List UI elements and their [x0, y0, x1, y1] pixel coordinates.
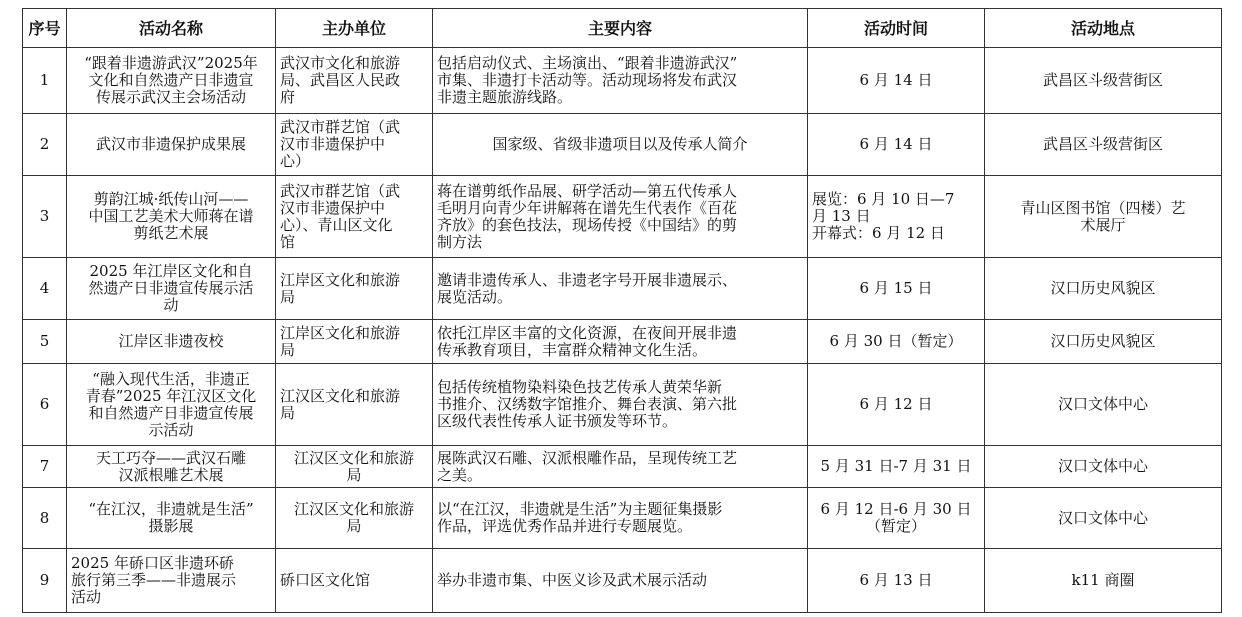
table-row [23, 446, 1222, 488]
table-row [23, 176, 1222, 258]
cell-activity-time: 5 月 31 日-7 月 31 日 [808, 446, 985, 488]
cell-number: 4 [23, 258, 67, 320]
cell-activity-place: 汉口文体中心 [985, 488, 1222, 549]
cell-activity-place: 武昌区斗级营街区 [985, 48, 1222, 114]
cell-activity-time: 展览：6 月 10 日—7 月 13 日 开幕式：6 月 12 日 [808, 176, 985, 258]
cell-organizer: 硚口区文化馆 [276, 549, 433, 613]
cell-organizer: 江岸区文化和旅游 局 [276, 258, 433, 320]
table-row [23, 488, 1222, 549]
activity-table-container [22, 8, 1222, 613]
cell-activity-name: “在江汉，非遗就是生活” 摄影展 [67, 488, 276, 549]
table-row [23, 320, 1222, 364]
cell-main-content: 以“在江汉，非遗就是生活”为主题征集摄影 作品，评选优秀作品并进行专题展览。 [433, 488, 808, 549]
cell-organizer: 江汉区文化和旅游 局 [276, 446, 433, 488]
cell-main-content: 依托江岸区丰富的文化资源，在夜间开展非遗 传承教育项目，丰富群众精神文化生活。 [433, 320, 808, 364]
cell-number: 3 [23, 176, 67, 258]
header-activity-time: 活动时间 [808, 9, 985, 48]
cell-activity-time: 6 月 12 日-6 月 30 日 （暂定） [808, 488, 985, 549]
header-number: 序号 [23, 9, 67, 48]
cell-activity-time: 6 月 15 日 [808, 258, 985, 320]
cell-activity-place: 汉口文体中心 [985, 364, 1222, 446]
cell-organizer: 武汉市群艺馆（武 汉市非遗保护中 心） [276, 114, 433, 176]
cell-number: 9 [23, 549, 67, 613]
cell-activity-time: 6 月 30 日（暂定） [808, 320, 985, 364]
cell-number: 6 [23, 364, 67, 446]
header-activity-place: 活动地点 [985, 9, 1222, 48]
cell-activity-time: 6 月 14 日 [808, 48, 985, 114]
cell-activity-name: 天工巧夺——武汉石雕 汉派根雕艺术展 [67, 446, 276, 488]
cell-number: 8 [23, 488, 67, 549]
activity-table [22, 8, 1222, 613]
cell-main-content: 国家级、省级非遗项目以及传承人简介 [433, 114, 808, 176]
cell-activity-name: 剪韵江城·纸传山河—— 中国工艺美术大师蒋在谱 剪纸艺术展 [67, 176, 276, 258]
cell-activity-name: 武汉市非遗保护成果展 [67, 114, 276, 176]
cell-activity-place: 武昌区斗级营街区 [985, 114, 1222, 176]
cell-activity-name: “融入现代生活，非遗正 青春”2025 年江汉区文化 和自然遗产日非遗宣传展 示活动 [67, 364, 276, 446]
cell-number: 7 [23, 446, 67, 488]
table-row [23, 48, 1222, 114]
cell-activity-place: 汉口历史风貌区 [985, 258, 1222, 320]
cell-number: 2 [23, 114, 67, 176]
cell-activity-name: “跟着非遗游武汉”2025年 文化和自然遗产日非遗宣 传展示武汉主会场活动 [67, 48, 276, 114]
cell-main-content: 邀请非遗传承人、非遗老字号开展非遗展示、 展览活动。 [433, 258, 808, 320]
cell-activity-time: 6 月 13 日 [808, 549, 985, 613]
table-row [23, 549, 1222, 613]
header-main-content: 主要内容 [433, 9, 808, 48]
cell-organizer: 江汉区文化和旅游 局 [276, 488, 433, 549]
cell-main-content: 包括传统植物染料染色技艺传承人黄荣华新 书推介、汉绣数字馆推介、舞台表演、第六批 区级代表性传承人证书颁发等环节。 [433, 364, 808, 446]
cell-activity-place: k11 商圈 [985, 549, 1222, 613]
cell-main-content: 蒋在谱剪纸作品展、研学活动—第五代传承人 毛明月向青少年讲解蒋在谱先生代表作《百花 齐放》的套色技法，现场传授《中国结》的剪 制方法 [433, 176, 808, 258]
cell-activity-place: 汉口历史风貌区 [985, 320, 1222, 364]
cell-organizer: 江汉区文化和旅游 局 [276, 364, 433, 446]
table-row [23, 114, 1222, 176]
cell-organizer: 武汉市文化和旅游 局、武昌区人民政 府 [276, 48, 433, 114]
cell-main-content: 展陈武汉石雕、汉派根雕作品，呈现传统工艺 之美。 [433, 446, 808, 488]
cell-number: 1 [23, 48, 67, 114]
cell-activity-name: 江岸区非遗夜校 [67, 320, 276, 364]
cell-activity-name: 2025 年硚口区非遗环硚 旅行第三季——非遗展示 活动 [67, 549, 276, 613]
cell-activity-time: 6 月 14 日 [808, 114, 985, 176]
cell-number: 5 [23, 320, 67, 364]
cell-organizer: 江岸区文化和旅游 局 [276, 320, 433, 364]
header-organizer: 主办单位 [276, 9, 433, 48]
header-activity-name: 活动名称 [67, 9, 276, 48]
cell-organizer: 武汉市群艺馆（武 汉市非遗保护中 心）、青山区文化 馆 [276, 176, 433, 258]
cell-activity-place: 汉口文体中心 [985, 446, 1222, 488]
table-row [23, 258, 1222, 320]
table-header-row [23, 9, 1222, 48]
cell-activity-name: 2025 年江岸区文化和自 然遗产日非遗宣传展示活 动 [67, 258, 276, 320]
cell-activity-place: 青山区图书馆（四楼）艺 术展厅 [985, 176, 1222, 258]
cell-activity-time: 6 月 12 日 [808, 364, 985, 446]
cell-main-content: 包括启动仪式、主场演出、“跟着非遗游武汉” 市集、非遗打卡活动等。活动现场将发布武汉 非遗主题旅游线路。 [433, 48, 808, 114]
table-row [23, 364, 1222, 446]
cell-main-content: 举办非遗市集、中医义诊及武术展示活动 [433, 549, 808, 613]
